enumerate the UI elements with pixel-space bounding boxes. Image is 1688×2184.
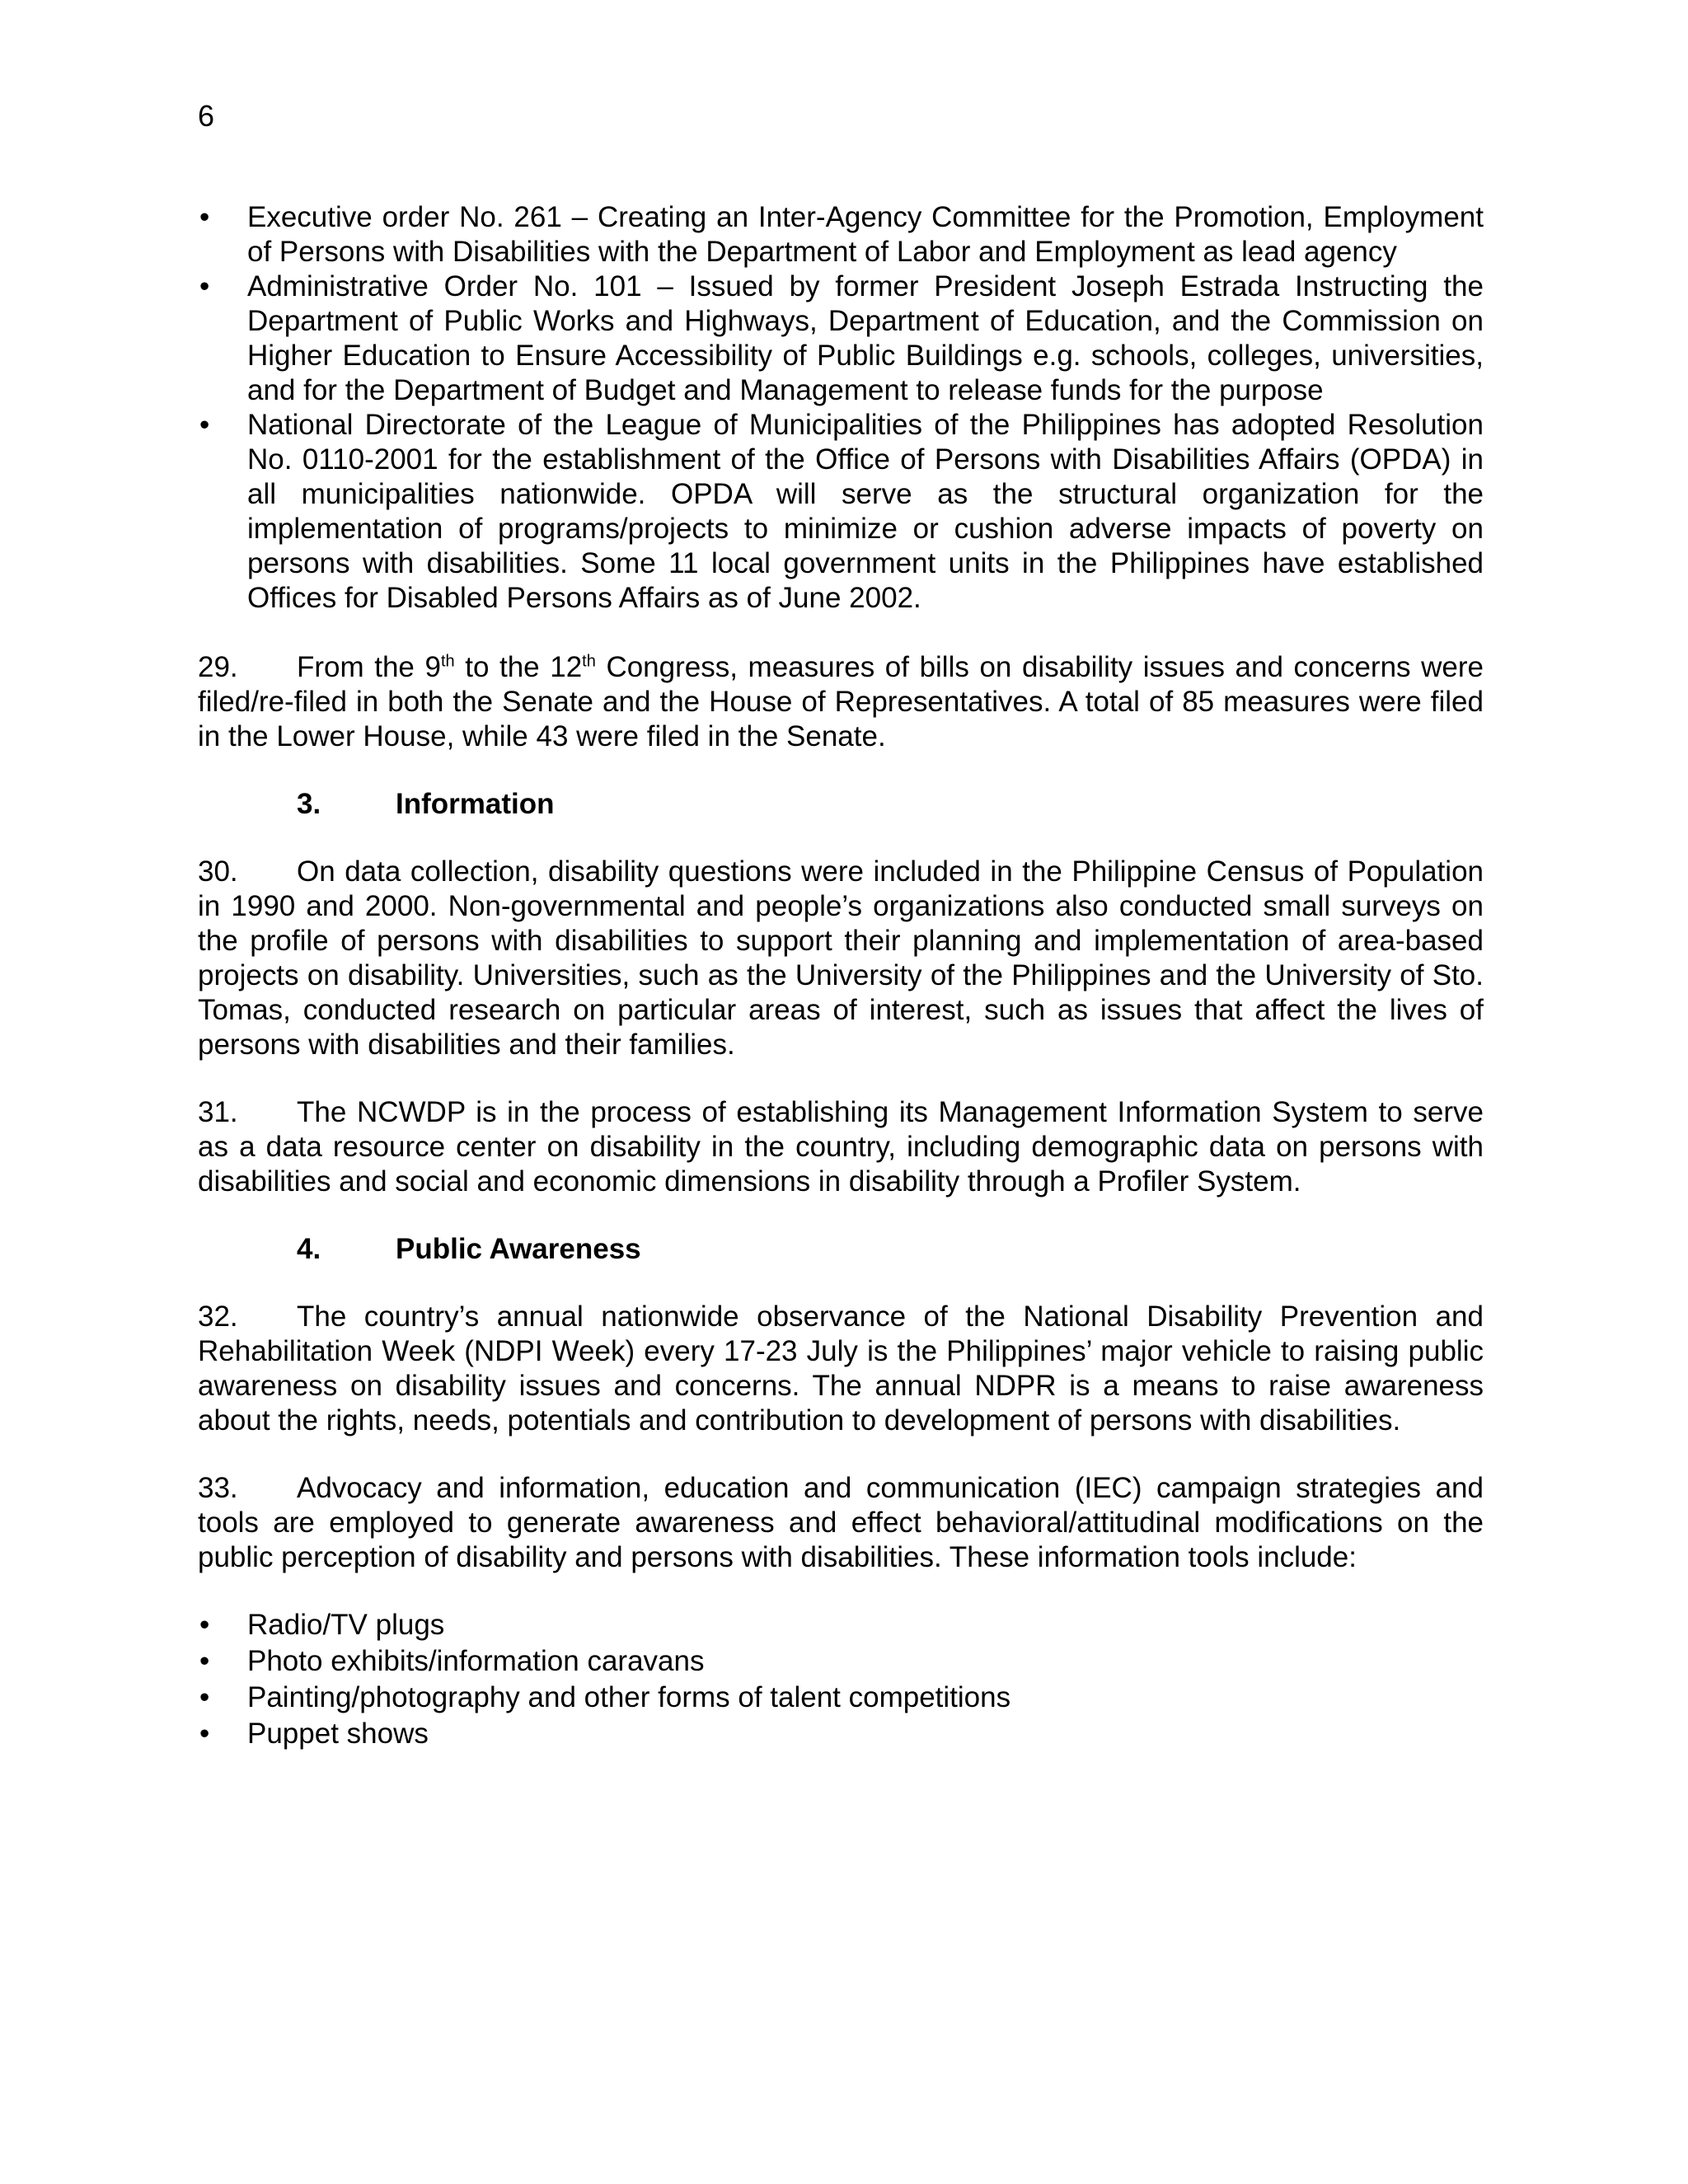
superscript: th <box>582 652 596 671</box>
paragraph-32 <box>198 1300 1484 1438</box>
list-item <box>198 1608 1484 1643</box>
legislation-bullet-list <box>198 200 1484 616</box>
bullet-icon: • <box>199 409 210 441</box>
bullet-icon: • <box>199 1609 210 1641</box>
bullet-icon: • <box>199 201 210 233</box>
paragraph-33 <box>198 1471 1484 1575</box>
list-item-text: Puppet shows <box>247 1718 429 1750</box>
paragraph-31 <box>198 1095 1484 1199</box>
paragraph-number: 29. <box>198 651 238 683</box>
paragraph-29: 29. From the 9th to the 12th Congress, measures of bills on disability issues and concerns were filed/re-filed in both the Senate and the House of Representatives. A total of 85 measures were filed in the Lower House, while 43 were filed in the Senate. <box>198 651 1484 752</box>
paragraph-text: The country’s annual nationwide observance of the National Disability Prevention and Rehabilitation Week (NDPI Week) every 17-23 July is the Philippines’ major vehicle to raising public awareness on disability issues and concerns. The annual NDPR is a means to raise awareness about the rights, needs, potentials and contribution to development of persons with disabilities. <box>198 1301 1484 1436</box>
list-item-text: Photo exhibits/information caravans <box>247 1645 705 1677</box>
bullet-icon: • <box>199 1718 210 1750</box>
section-heading-information <box>198 787 1484 822</box>
document-body <box>198 200 1484 1753</box>
bullet-icon: • <box>199 1681 210 1713</box>
paragraph-number: 32. <box>198 1301 238 1333</box>
list-item-text: Painting/photography and other forms of talent competitions <box>247 1681 1011 1713</box>
section-title: Information <box>396 788 555 820</box>
paragraph-number: 33. <box>198 1472 238 1504</box>
list-item-text: Radio/TV plugs <box>247 1609 445 1641</box>
bullet-icon: • <box>199 270 210 302</box>
paragraph-text: The NCWDP is in the process of establishing its Management Information System to serve as a data resource center on disability in the country, including demographic data on persons with disabilities and social and economic dimensions in disability through a Profiler System. <box>198 1096 1484 1197</box>
paragraph-30 <box>198 855 1484 1062</box>
page-number: 6 <box>198 99 215 133</box>
paragraph-text: Advocacy and information, education and communication (IEC) campaign strategies and tools are employed to generate awareness and effect behavioral/attitudinal modifications on the public perception of disability and persons with disabilities. These information tools include: <box>198 1472 1484 1573</box>
superscript: th <box>440 652 455 671</box>
list-item <box>198 1644 1484 1679</box>
list-item <box>198 408 1484 616</box>
section-number: 4. <box>297 1233 321 1265</box>
information-tools-list <box>198 1608 1484 1751</box>
list-item <box>198 200 1484 269</box>
list-item-text: Executive order No. 261 – Creating an Inter-Agency Committee for the Promotion, Employment of Persons with Disabilities with the Department of Labor and Employment as lead agency <box>247 201 1484 268</box>
paragraph-number: 31. <box>198 1096 238 1128</box>
bullet-icon: • <box>199 1645 210 1677</box>
section-title: Public Awareness <box>396 1233 641 1265</box>
list-item <box>198 269 1484 408</box>
section-heading-public-awareness <box>198 1232 1484 1267</box>
paragraph-number: 30. <box>198 855 238 888</box>
section-number: 3. <box>297 788 321 820</box>
list-item-text: Administrative Order No. 101 – Issued by former President Joseph Estrada Instructing the Department of Public Works and Highways, Department of Education, and the Commission on Higher Education to Ensure Accessibility of Public Buildings e.g. schools, colleges, universities, and for the Department of Budget and Management to release funds for the purpose <box>247 270 1484 406</box>
list-item <box>198 1717 1484 1751</box>
paragraph-text: On data collection, disability questions were included in the Philippine Census of Population in 1990 and 2000. Non-governmental and people’s organizations also conducted small surveys on the profile of persons with disabilities to support their planning and implementation of area-based projects on disability. Universities, such as the University of the Philippines and the University of Sto. Tomas, conducted research on particular areas of interest, such as issues that affect the lives of persons with disabilities and their families. <box>198 855 1484 1061</box>
list-item-text: National Directorate of the League of Municipalities of the Philippines has adopted Resolution No. 0110-2001 for the establishment of the Office of Persons with Disabilities Affairs (OPDA) in all municipalities nationwide. OPDA will serve as the structural organization for the implementation of programs/projects to minimize or cushion adverse impacts of poverty on persons with disabilities. Some 11 local government units in the Philippines have established Offices for Disabled Persons Affairs as of June 2002. <box>247 409 1484 614</box>
list-item <box>198 1680 1484 1715</box>
